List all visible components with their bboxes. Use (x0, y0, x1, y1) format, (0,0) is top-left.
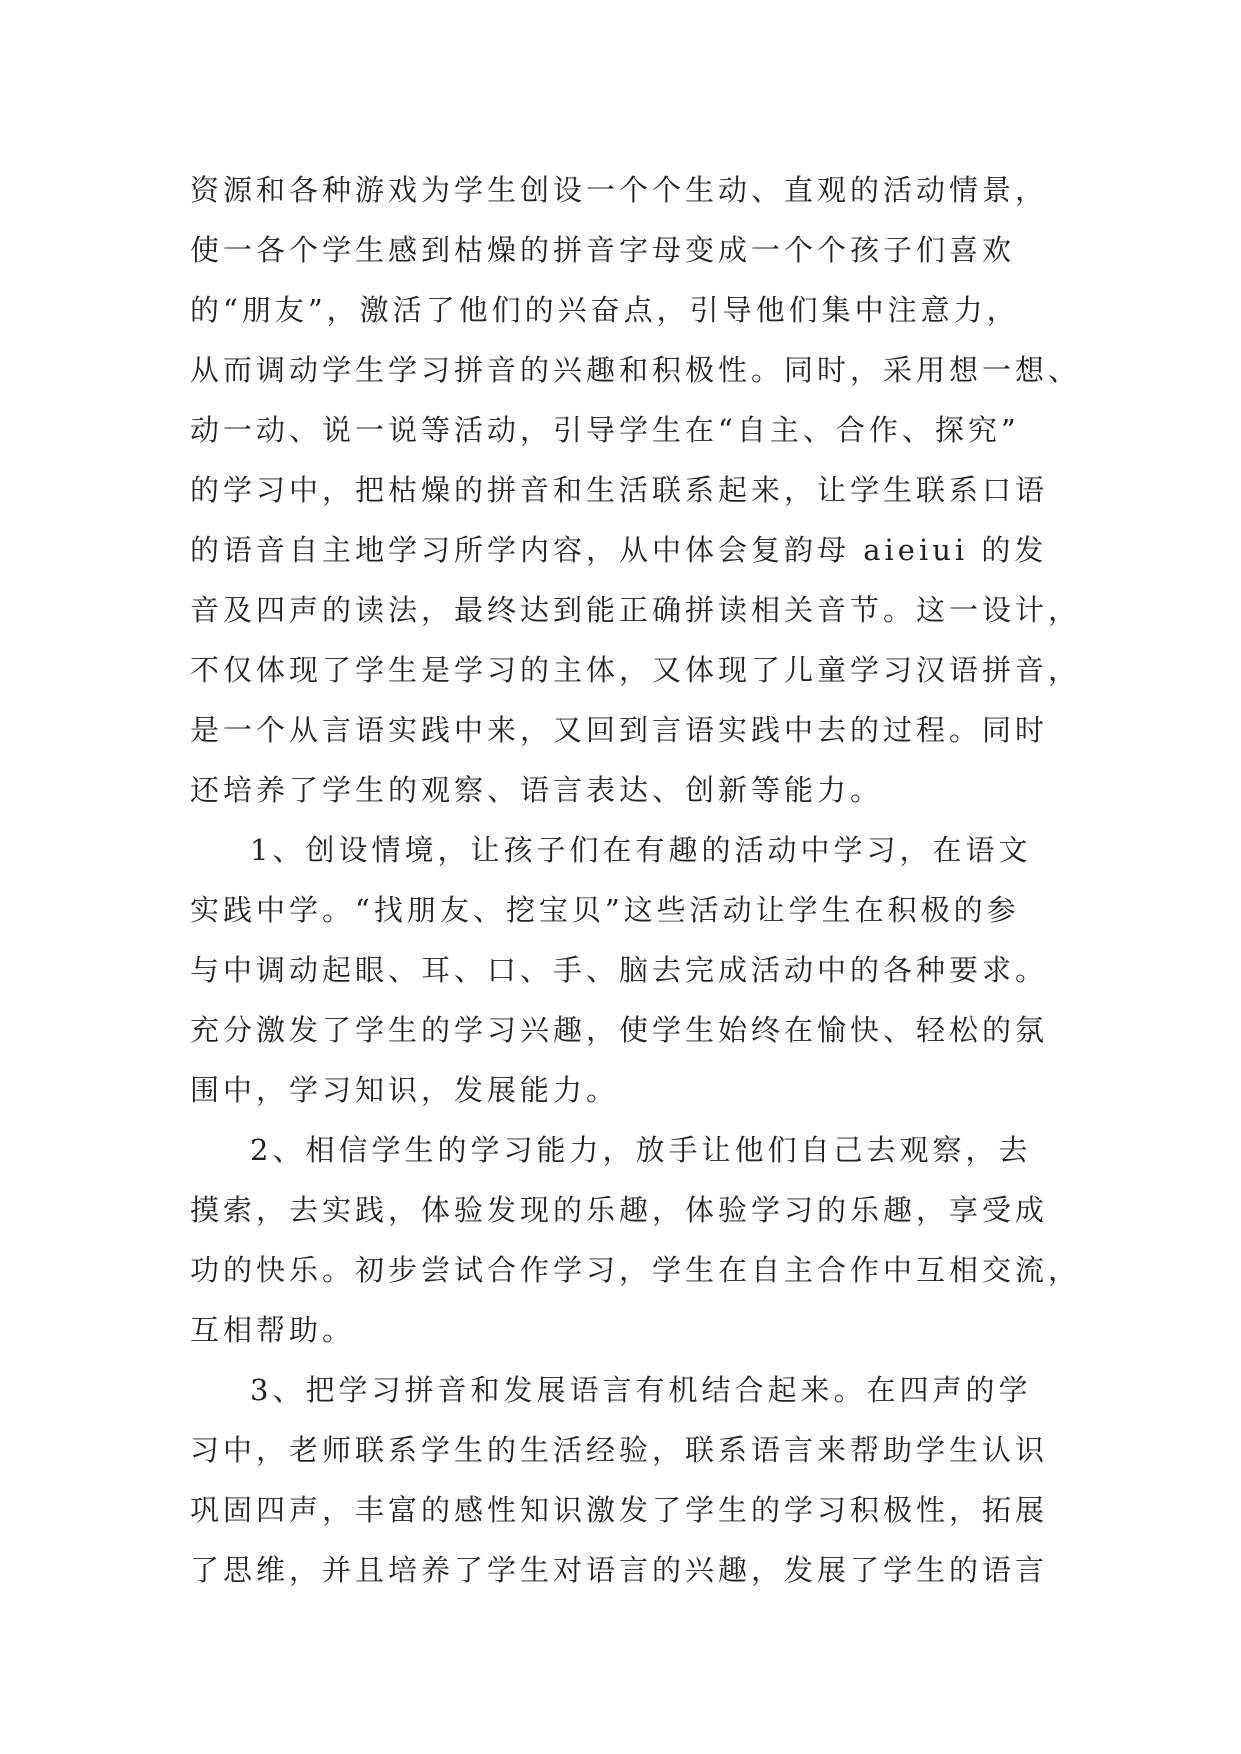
paragraph-2-line-5: 围中，学习知识，发展能力。 (190, 1073, 620, 1107)
paragraph-1-line-8: 音及四声的读法，最终达到能正确拼读相关音节。这一设计， (190, 593, 1082, 627)
paragraph-1-line-5: 动一动、说一说等活动，引导学生在“自主、合作、探究” (190, 413, 1020, 447)
paragraph-1-line-6: 的学习中，把枯燥的拼音和生活联系起来，让学生联系口语 (190, 473, 1049, 507)
paragraph-3-line-1: 2、相信学生的学习能力，放手让他们自己去观察，去 (250, 1133, 1032, 1167)
paragraph-2-line-1: 1、创设情境，让孩子们在有趣的活动中学习，在语文 (250, 833, 1032, 867)
paragraph-2-line-3: 与中调动起眼、耳、口、手、脑去完成活动中的各种要求。 (190, 953, 1049, 987)
paragraph-1-line-4: 从而调动学生学习拼音的兴趣和积极性。同时，采用想一想、 (190, 353, 1082, 387)
paragraph-1-line-10: 是一个从言语实践中来，又回到言语实践中去的过程。同时 (190, 713, 1049, 747)
paragraph-1-line-9: 不仅体现了学生是学习的主体，又体现了儿童学习汉语拼音， (190, 653, 1082, 687)
paragraph-1-line-1: 资源和各种游戏为学生创设一个个生动、直观的活动情景， (190, 173, 1049, 207)
document-body (190, 160, 1082, 1600)
paragraph-1-line-3: 的“朋友”，激活了他们的兴奋点，引导他们集中注意力， (190, 293, 1020, 327)
paragraph-1-line-7: 的语音自主地学习所学内容，从中体会复韵母 aieiui 的发 (190, 533, 1048, 567)
paragraph-3-line-2: 摸索，去实践，体验发现的乐趣，体验学习的乐趣，享受成 (190, 1193, 1049, 1227)
paragraph-2-line-4: 充分激发了学生的学习兴趣，使学生始终在愉快、轻松的氛 (190, 1013, 1049, 1047)
paragraph-1-line-2: 使一各个学生感到枯燥的拼音字母变成一个个孩子们喜欢 (190, 233, 1016, 267)
paragraph-2-line-2: 实践中学。“找朋友、挖宝贝”这些活动让学生在积极的参 (190, 893, 1020, 927)
paragraph-4-line-3: 巩固四声，丰富的感性知识激发了学生的学习积极性，拓展 (190, 1493, 1049, 1527)
paragraph-3-line-3: 功的快乐。初步尝试合作学习，学生在自主合作中互相交流， (190, 1253, 1082, 1287)
paragraph-4-line-1: 3、把学习拼音和发展语言有机结合起来。在四声的学 (250, 1373, 1032, 1407)
paragraph-1-line-11: 还培养了学生的观察、语言表达、创新等能力。 (190, 773, 884, 807)
paragraph-4-line-4: 了思维，并且培养了学生对语言的兴趣，发展了学生的语言 (190, 1553, 1049, 1587)
paragraph-3-line-4: 互相帮助。 (190, 1313, 356, 1347)
paragraph-4-line-2: 习中，老师联系学生的生活经验，联系语言来帮助学生认识 (190, 1433, 1049, 1467)
